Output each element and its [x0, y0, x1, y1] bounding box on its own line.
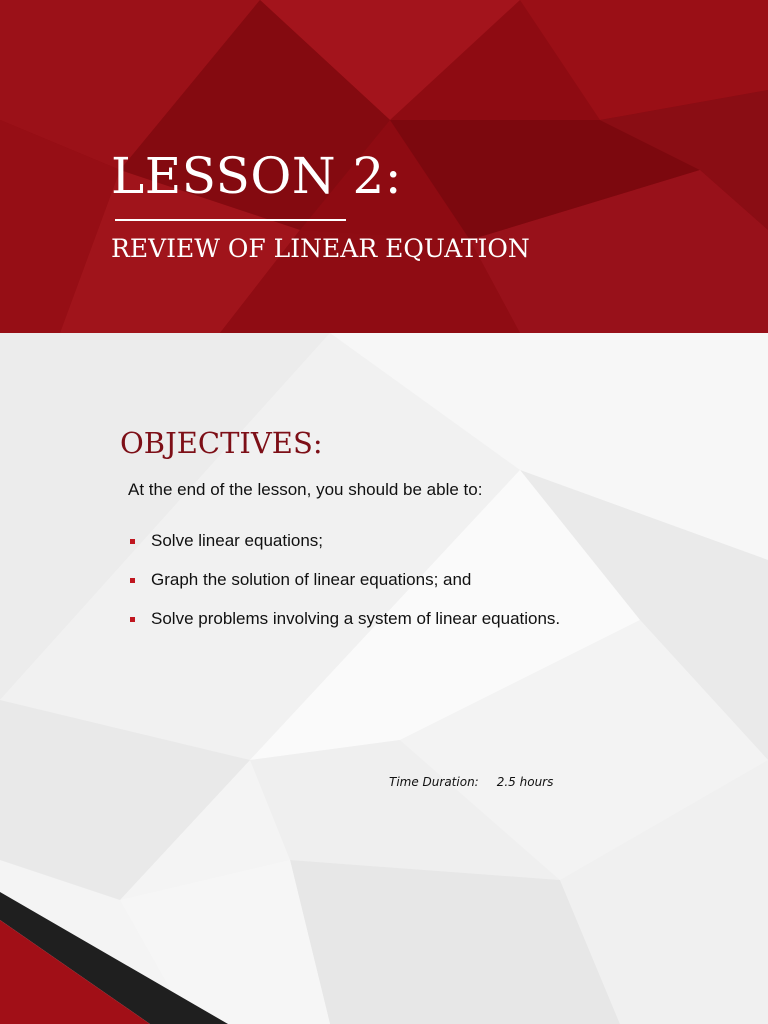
objective-item — [128, 608, 560, 647]
objective-text: Solve linear equations; — [151, 531, 324, 550]
time-duration — [389, 774, 553, 790]
objectives-list — [128, 530, 560, 647]
bullet-square-icon — [130, 578, 135, 583]
title-divider — [115, 219, 346, 221]
objective-text: Solve problems involving a system of linear equations. — [151, 609, 561, 628]
objective-item — [128, 569, 560, 608]
bullet-square-icon — [130, 617, 135, 622]
objectives-heading: OBJECTIVES: — [120, 426, 323, 460]
objective-item — [128, 530, 560, 569]
bullet-square-icon — [130, 539, 135, 544]
objective-text: Graph the solution of linear equations; and — [151, 570, 472, 589]
lesson-subtitle: REVIEW OF LINEAR EQUATION — [111, 234, 530, 263]
time-duration-value: 2.5 hours — [496, 775, 554, 789]
corner-stripes — [0, 880, 240, 1024]
objectives-intro: At the end of the lesson, you should be able to: — [128, 480, 483, 499]
lesson-title: LESSON 2: — [111, 147, 403, 205]
time-duration-label: Time Duration: — [389, 775, 479, 789]
